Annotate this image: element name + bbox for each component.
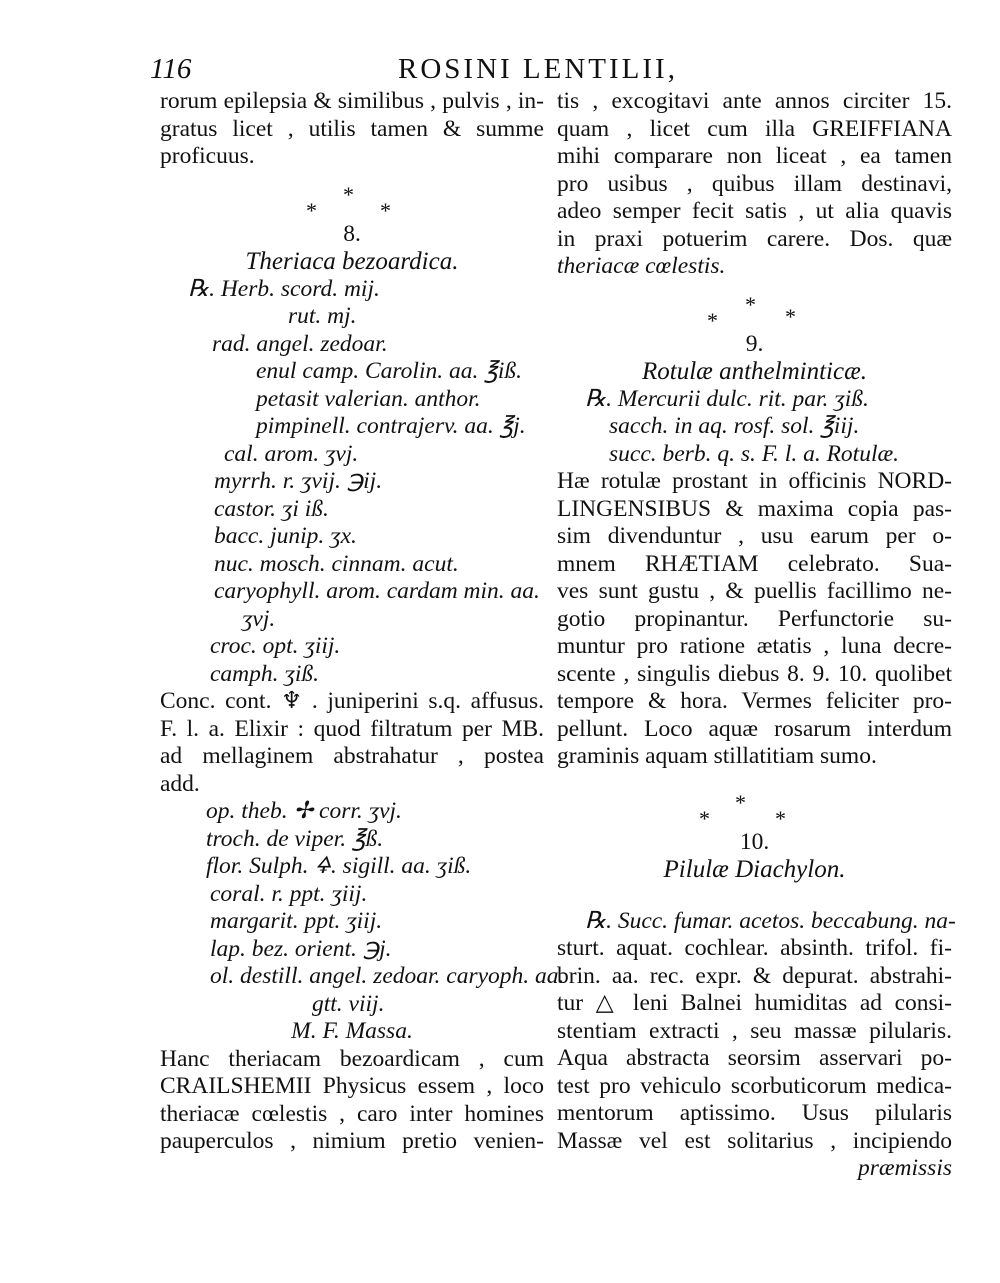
text-line: tur △ leni Balnei humiditas ad consi- (557, 990, 952, 1016)
recipe-line: ol. destill. angel. zedoar. caryoph. aa. (210, 963, 565, 989)
recipe-line: succ. berb. q. s. F. l. a. Rotulæ. (609, 440, 900, 467)
text-line: theriacæ cœlestis. (557, 253, 726, 279)
text-line: tempore & hora. Vermes feliciter pro- (557, 688, 952, 714)
recipe-line: cal. arom. ʒvj. (224, 440, 359, 467)
section-ornament-stars: * * * (699, 789, 786, 831)
recipe-line: rad. angel. zedoar. (212, 330, 388, 357)
text-line: add. (160, 770, 200, 797)
recipe-line: sacch. in aq. rosf. sol. ℥iij. (609, 413, 860, 439)
recipe-line: myrrh. r. ʒvij. ℈ij. (214, 468, 383, 494)
recipe-line: ʒvj. (242, 605, 276, 632)
text-line: adeo semper fecit satis , ut alia quavis (557, 198, 952, 224)
left-column (160, 88, 565, 1156)
text-line: tis , excogitavi ante annos circiter 15. (557, 88, 952, 114)
text-line: Hanc theriacam bezoardicam , cum (160, 1045, 544, 1072)
section-number: 9. (745, 330, 764, 357)
recipe-line: ℞. Mercurii dulc. rit. par. ʒiß. (585, 385, 869, 412)
recipe-line: camph. ʒiß. (210, 660, 319, 687)
text-line: LINGENSIBUS & maxima copia pas- (557, 495, 952, 522)
recipe-line: petasit valerian. anthor. (256, 385, 481, 412)
recipe-line: pimpinell. contrajerv. aa. ℥j. (256, 413, 526, 439)
text-line: test pro vehiculo scorbuticorum medica- (557, 1072, 952, 1099)
text-line: F. l. a. Elixir : quod filtratum per MB. (160, 715, 544, 742)
text-line: sturt. aquat. cochlear. absinth. trifol. fi- (557, 935, 952, 961)
text-line: theriacæ cœlestis , caro inter homines (160, 1100, 544, 1127)
section-title: Theriaca bezoardica. (245, 248, 459, 275)
text-line: graminis aquam stillatitiam sumo. (557, 743, 877, 769)
text-line: stentiam extracti , seu massæ pilularis. (557, 1017, 952, 1044)
text-line: mihi comparare non liceat , ea tamen (557, 143, 952, 169)
recipe-line: rut. mj. (288, 303, 357, 329)
section-title: Pilulæ Diachylon. (663, 856, 846, 883)
right-column (557, 88, 956, 1183)
text-line: Hæ rotulæ prostant in officinis NORD- (557, 468, 952, 494)
text-line: ℞. Succ. fumar. acetos. beccabung. na- (585, 907, 956, 934)
section-number: 10. (739, 828, 770, 855)
recipe-closing: M. F. Massa. (291, 1018, 413, 1044)
text-line: pauperculos , nimium pretio venien- (160, 1128, 544, 1154)
text-line: rorum epilepsia & similibus , pulvis , in- (160, 88, 544, 114)
recipe-line: margarit. ppt. ʒiij. (210, 908, 383, 934)
text-line: pellunt. Loco aquæ rosarum interdum (557, 715, 952, 742)
recipe-line: castor. ʒi iß. (214, 495, 329, 522)
recipe-line: ℞. Herb. scord. mij. (188, 275, 380, 302)
recipe-line: caryophyll. arom. cardam min. aa. (214, 578, 540, 604)
recipe-line: bacc. junip. ʒx. (214, 523, 357, 549)
section-ornament-stars: * * * (707, 291, 796, 333)
text-line: in praxi potuerim carere. Dos. quæ (557, 225, 952, 252)
section-ornament-stars: * * * (306, 181, 391, 223)
text-line: brin. aa. rec. expr. & depurat. abstrahi- (557, 962, 952, 989)
text-line: proficuus. (160, 143, 255, 169)
recipe-line: troch. de viper. ℥ß. (206, 825, 384, 852)
section-title: Rotulæ anthelminticæ. (642, 358, 867, 385)
text-line: muntur pro ratione ætatis , luna decre- (557, 633, 952, 659)
recipe-line: lap. bez. orient. ℈j. (210, 935, 392, 962)
text-line: ad mellaginem abstrahatur , postea (160, 743, 544, 769)
text-line: Aqua abstracta seorsim asservari po- (557, 1045, 952, 1071)
recipe-line: nuc. mosch. cinnam. acut. (214, 550, 459, 577)
recipe-line: coral. r. ppt. ʒiij. (210, 880, 368, 907)
catchword: præmissis (857, 1155, 952, 1181)
page-number: 116 (150, 53, 192, 85)
text-line: pro usibus , quibus illam destinavi, (557, 170, 952, 197)
text-line: scente , singulis diebus 8. 9. 10. quolibet (557, 660, 952, 687)
text-line: gotio propinantur. Perfunctorie su- (557, 605, 952, 632)
text-line: Massæ vel est solitarius , incipiendo (557, 1127, 952, 1154)
text-line: mnem RHÆTIAM celebrato. Sua- (557, 550, 952, 577)
recipe-line: croc. opt. ʒiij. (210, 633, 341, 659)
recipe-line: gtt. viij. (312, 990, 385, 1017)
section-number: 8. (343, 220, 361, 247)
text-line: ves sunt gustu , & puellis facillimo ne- (557, 578, 952, 604)
recipe-line: flor. Sulph. 🜍. sigill. aa. ʒiß. (206, 853, 472, 879)
running-title: ROSINI LENTILII, (398, 53, 678, 85)
text-line: gratus licet , utilis tamen & summe (160, 115, 544, 142)
recipe-line: op. theb. ✢ corr. ʒvj. (206, 798, 402, 824)
text-line: quam , licet cum illa GREIFFIANA (557, 115, 952, 142)
text-line: sim divenduntur , usu earum per o- (557, 523, 952, 549)
text-line: CRAILSHEMII Physicus essem , loco (160, 1073, 544, 1099)
text-line: mentorum aptissimo. Usus pilularis (557, 1100, 952, 1126)
recipe-line: enul camp. Carolin. aa. ℥iß. (256, 358, 522, 384)
text-line: Conc. cont. ♆ . juniperini s.q. affusus. (160, 688, 544, 714)
